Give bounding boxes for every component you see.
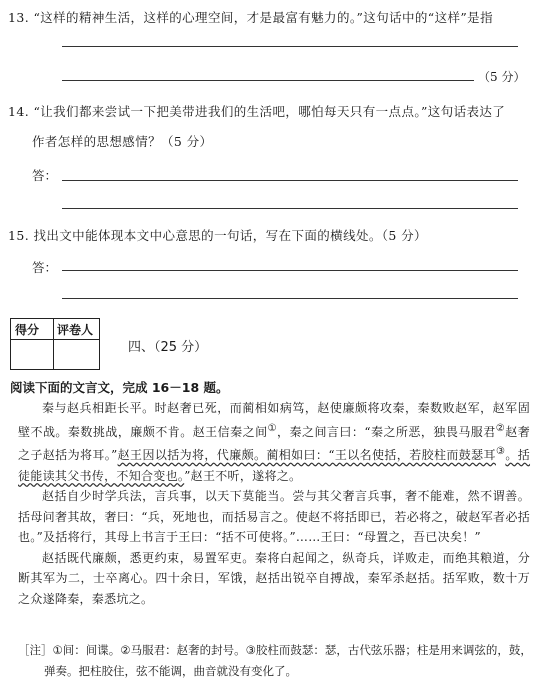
question-14-text: “让我们都来尝试一下把美带进我们的生活吧，哪怕每天只有一点点。”这句话表达了	[33, 104, 506, 119]
answer-line-14a[interactable]	[62, 180, 518, 181]
footnote-line-2: 弹奏。把柱胶住，弦不能调，曲音就没有变化了。	[44, 664, 297, 678]
question-13-number: 13.	[8, 10, 30, 25]
answer-line-15b[interactable]	[62, 298, 518, 299]
question-15-number: 15.	[8, 228, 30, 243]
passage-paragraph-2: 赵括自少时学兵法，言兵事，以天下莫能当。尝与其父奢言兵事，奢不能难，然不谓善。括母问奢其故，奢曰：“兵，死地也，而括易言之。使赵不将括即已，若必将之，破赵军者必括也。”及括将行，其母上书言于王曰：“括不可使将。”……王曰：“母置之，吾已决矣！”	[18, 489, 530, 544]
wavy-underlined-sentence: 赵王因以括为将，代廉颇。蔺相如曰：“王以名使括，若胶柱而鼓瑟耳	[117, 448, 496, 462]
question-14	[8, 102, 505, 120]
answer-line-13a[interactable]	[62, 46, 518, 47]
question-15-answer-label: 答：	[32, 260, 58, 275]
passage-paragraph-3: 赵括既代廉颇，悉更约束，易置军吏。秦将白起闻之，纵奇兵，详败走，而绝其粮道，分断其军为二，士卒离心。四十余日，军饿，赵括出锐卒自搏战，秦军杀赵括。括军败，数十万之众遂降秦，秦悉坑之。	[18, 550, 530, 606]
wavy-underlined-sentence-2: 。括徒能读其父书传，不知合变也。	[18, 448, 531, 483]
footnote-line-1: ［注］①间：间谍。②马服君：赵奢的封号。③胶柱而鼓瑟：瑟，古代弦乐器；柱是用来调弦的，鼓，	[18, 643, 532, 657]
score-box	[10, 318, 100, 370]
score-box-grader-header: 评卷人	[57, 323, 94, 337]
question-15-text: 找出文中能体现本文中心意思的一句话，写在下面的横线处。（5 分）	[33, 228, 427, 243]
question-13-score: （5 分）	[478, 70, 526, 84]
reading-instruction: 阅读下面的文言文，完成 16－18 题。	[10, 380, 229, 395]
question-13	[8, 8, 493, 26]
passage-paragraph-1: 秦与赵兵相距长平。时赵奢已死，而蔺相如病笃，赵使廉颇将攻秦，秦数败赵军，赵军固壁不战。秦数挑战，廉颇不肯。赵王信秦之间①，秦之间言曰：“秦之所恶，独畏马服君②赵奢之子赵括为将耳。”赵王因以括为将，代廉颇。蔺相如曰：“王以名使括，若胶柱而鼓瑟耳③。括徒能读其父书传，不知合变也。”赵王不听，遂将之。	[18, 401, 531, 483]
classical-passage	[18, 398, 530, 609]
answer-line-15a[interactable]	[62, 270, 518, 271]
question-14-text-2: 作者怎样的思想感情？（5 分）	[32, 134, 213, 149]
footnotes	[18, 640, 532, 682]
answer-line-13b[interactable]	[62, 80, 474, 81]
score-box-score-header: 得分	[15, 323, 40, 337]
question-15	[8, 226, 427, 244]
question-14-answer-label: 答：	[32, 168, 58, 183]
answer-line-14b[interactable]	[62, 208, 518, 209]
question-14-number: 14.	[8, 104, 30, 119]
question-13-text: “这样的精神生活，这样的心理空间，才是最富有魅力的。”这句话中的“这样”是指	[33, 10, 493, 25]
section-title: 四、（25 分）	[128, 340, 208, 355]
